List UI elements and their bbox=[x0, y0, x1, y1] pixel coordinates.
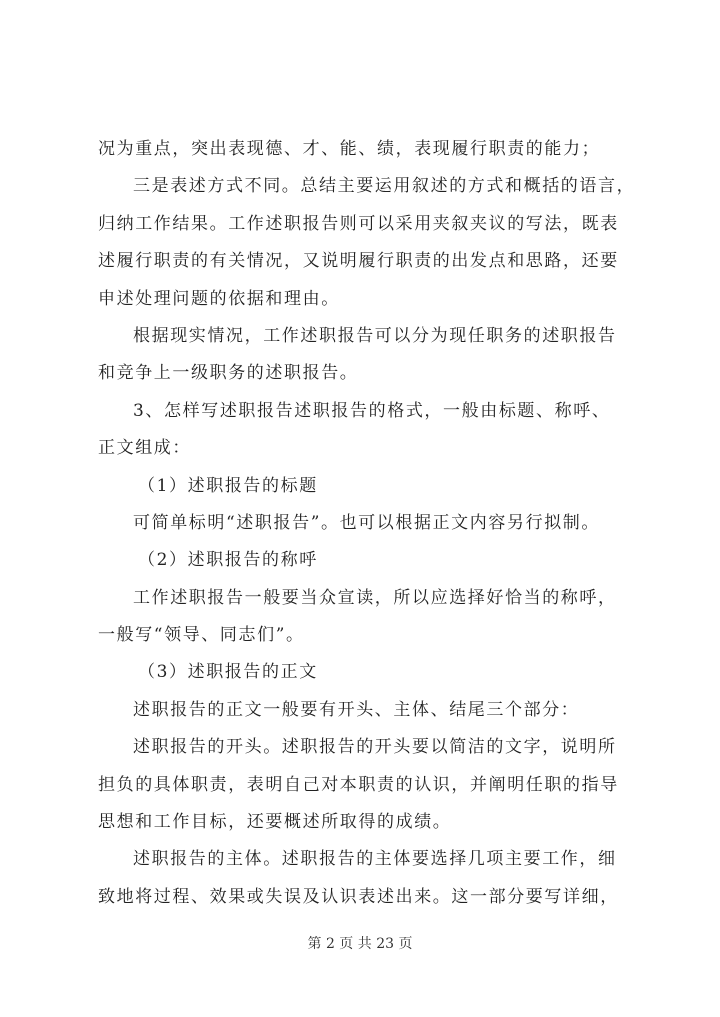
text-line: 一般写“领导、同志们”。 bbox=[98, 625, 305, 646]
text-line: （2）述职报告的称呼 bbox=[138, 550, 318, 571]
document-body bbox=[98, 131, 698, 916]
text-line: 思想和工作目标，还要概述所取得的成绩。 bbox=[98, 812, 452, 833]
text-line: 致地将过程、效果或失误及认识表述出来。这一部分要写详细， bbox=[98, 886, 619, 907]
text-line: 正文组成： bbox=[98, 438, 191, 459]
text-line: （1）述职报告的标题 bbox=[138, 475, 318, 496]
text-line: 述职报告的主体。述职报告的主体要选择几项主要工作，细 bbox=[133, 849, 617, 870]
text-line: 况为重点，突出表现德、才、能、绩，表现履行职责的能力； bbox=[98, 139, 601, 159]
text-line: 担负的具体职责，表明自己对本职责的认识，并阐明任职的指导 bbox=[98, 774, 619, 795]
text-line: （3）述职报告的正文 bbox=[138, 662, 318, 683]
text-line: 工作述职报告一般要当众宣读，所以应选择好恰当的称呼， bbox=[133, 587, 617, 608]
text-line: 归纳工作结果。工作述职报告则可以采用夹叙夹议的写法，既表 bbox=[98, 213, 619, 234]
text-line: 述职报告的正文一般要有开头、主体、结尾三个部分： bbox=[133, 699, 580, 720]
text-line: 申述处理问题的依据和理由。 bbox=[98, 288, 340, 309]
text-line: 述履行职责的有关情况，又说明履行职责的出发点和思路，还要 bbox=[98, 251, 619, 272]
text-line: 和竞争上一级职务的述职报告。 bbox=[98, 363, 359, 384]
text-line: 述职报告的开头。述职报告的开头要以简洁的文字，说明所 bbox=[133, 737, 617, 758]
page-number-footer: 第 2 页 共 23 页 bbox=[307, 936, 413, 952]
text-line: 根据现实情况，工作述职报告可以分为现任职务的述职报告 bbox=[133, 325, 617, 346]
text-line: 三是表述方式不同。总结主要运用叙述的方式和概括的语言， bbox=[133, 176, 636, 197]
text-line: 可简单标明“述职报告”。也可以根据正文内容另行拟制。 bbox=[133, 512, 600, 533]
text-line: 3、怎样写述职报告述职报告的格式，一般由标题、称呼、 bbox=[133, 400, 611, 421]
